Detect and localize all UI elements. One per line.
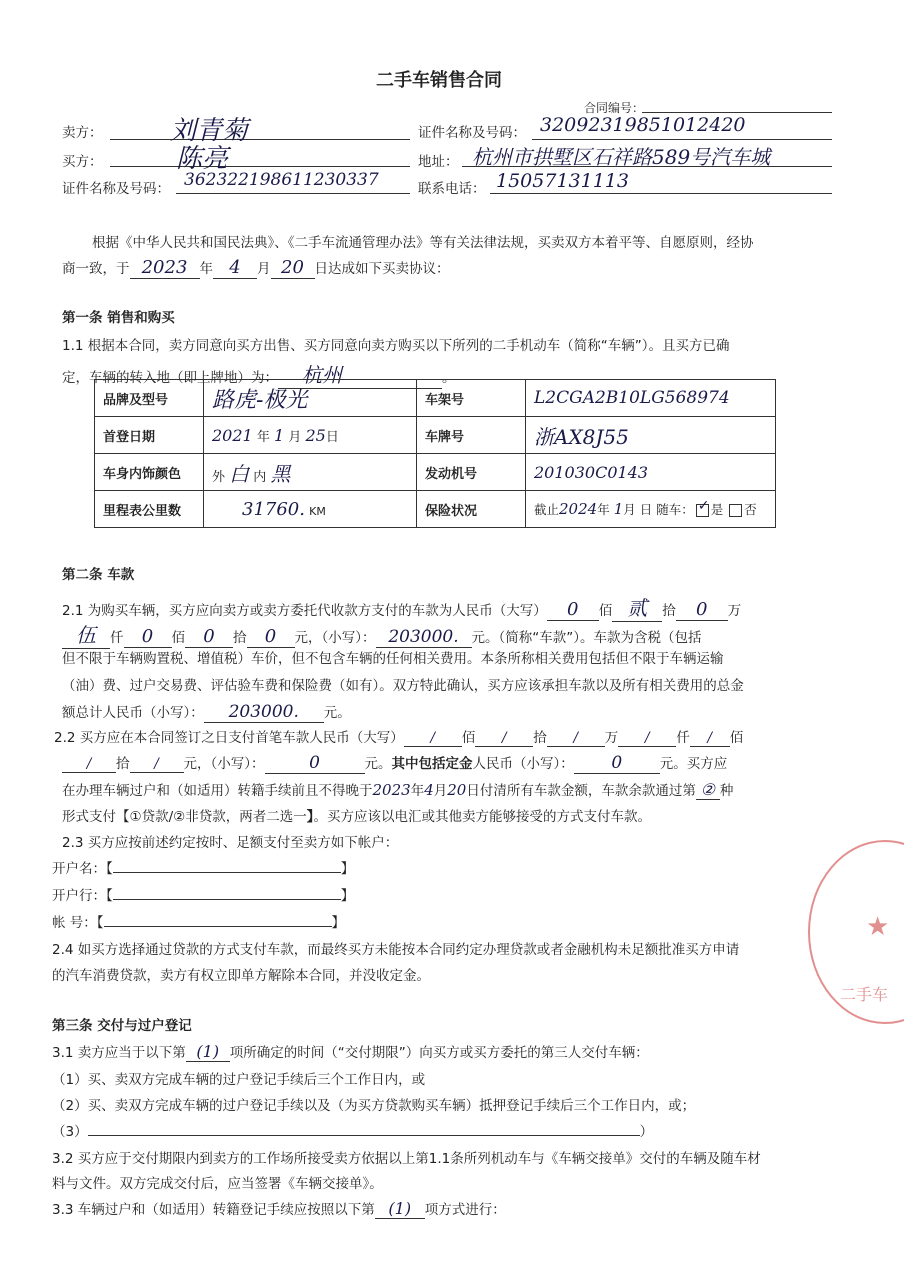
mileage-label: 里程表公里数 [95,491,204,528]
seller-label: 卖方： [62,125,103,141]
mileage-value: 31760. [242,498,305,520]
buyer-phone-value: 15057131113 [496,170,629,192]
a2-text: 元，（小写）： [183,756,265,772]
a2-first-num: 0 [265,753,365,774]
reg-m: 月 [288,429,302,445]
article2-l7 [62,752,727,774]
ins-month: 1 [613,500,624,518]
a2-text: 佰 [729,730,744,746]
vehicle-table [94,379,776,528]
a2-text: 仟 [110,630,124,646]
article2-p23: 2.3 买方应按前述约定按时、足额支付至卖方如下帐户： [62,835,399,851]
article3-p32a: 3.2 买方应于交付期限内到卖方的工作场所接受卖方依据以上第1.1条所列机动车与《车辆交接单》交付的车辆及随车材 [52,1151,761,1167]
a2-fill: 0 [247,626,295,648]
a3-transfer-option: (1) [375,1199,425,1219]
buyer-phone-line [490,193,832,194]
article2-l6 [54,726,743,747]
buyer-id-line [176,193,410,194]
reg-day: 25 [305,425,326,445]
article2-p24a: 2.4 如买方选择通过贷款的方式支付车款，而最终买方未能按本合同约定办理贷款或者金融机构未足额批准买方申请 [52,942,740,958]
a2-text: 在办理车辆过户和（如适用）转籍手续前且不得晚于 [62,783,373,799]
brand-label: 品牌及型号 [95,380,204,417]
account-no-row [52,911,345,931]
reg-d: 日 [325,429,339,445]
a2-text: 年 [410,783,425,799]
km-unit: KM [309,504,326,518]
a2-text: 仟 [676,730,690,746]
article2-l9 [62,805,651,825]
a2-text: 佰 [171,630,185,646]
ins-y: 年 [597,502,610,517]
engine-value: 201030C0143 [526,454,776,491]
a3-text: 项所确定的时间（“交付期限”）向买方或买方委托的第三人交付车辆： [229,1045,649,1061]
buyer-addr-value: 杭州市拱墅区石祥路589号汽车城 [472,145,771,169]
a2-text: 人民币（小写）： [472,756,574,772]
preamble-year: 2023 [130,257,200,279]
vin-label: 车架号 [417,380,526,417]
mileage-cell [204,491,417,528]
a2-text: 形式支付【①贷款/②非贷款，两者二选一 [62,809,307,825]
article3-p32b: 料与文件。双方完成交付后，应当签署《车辆交接单》。 [52,1176,383,1192]
a2-text: 元。买方应 [659,756,728,772]
inner-color: 黑 [270,461,291,486]
article3-title: 第三条 交付与过户登记 [52,1018,192,1034]
a2-text: 。买方应该以电汇或其他卖方能够接受的方式支付车款。 [313,809,652,825]
a2-text: 2.1 为购买车辆，买方应向卖方或卖方委托代收款方支付的车款为人民币（大写） [62,603,547,619]
contract-no-label: 合同编号： [584,101,645,115]
account-name-row [52,857,354,877]
insurance-label: 保险状况 [417,491,526,528]
reg-year: 2021 [212,425,253,445]
a2-text: 佰 [598,603,613,619]
article2-title: 第二条 车款 [62,567,135,583]
reg-date-label: 首登日期 [95,417,204,454]
a2-deposit-num: 0 [574,753,660,774]
preamble-line2 [62,257,450,279]
article2-l4: （油）费、过户交易费、评估验车费和保险费（如有）。双方特此确认，买方应该承担车款以及所有相关费用的总金 [62,678,744,694]
preamble-day: 20 [271,257,315,279]
ins-d: 日 随车： [639,502,694,517]
a2-slash: / [690,730,730,747]
a2-due-month: 4 [424,781,434,799]
ins-yes-checkbox[interactable]: ✓ [696,504,709,517]
seller-id-label: 证件名称及号码： [418,125,526,141]
article2-l2 [62,619,702,649]
table-row [95,454,776,491]
preamble-text: 年 [199,261,213,277]
a2-fill: 0 [185,626,233,648]
account-bank-label: 开户行：【 [52,888,113,904]
a2-price-num: 203000. [376,627,472,648]
contract-no-line [642,112,832,113]
article3-p33 [52,1198,506,1219]
a3-delivery-option: (1) [186,1042,230,1062]
a2-text: 额总计人民币（小写）： [62,705,204,721]
plate-value: 浙AX8J55 [526,417,776,454]
a2-fill: 0 [676,599,728,621]
a2-text: 拾 [233,630,247,646]
a2-text: 元。 [364,756,392,772]
article2-l5 [62,701,351,723]
table-row [95,491,776,528]
a2-text: 种 [719,783,734,799]
article1-title: 第一条 销售和购买 [62,310,175,326]
buyer-name-line [110,166,410,167]
ins-no-checkbox[interactable] [729,504,742,517]
account-bank-row [52,884,354,904]
a2-bold: 其中包括定金 [391,756,473,772]
a2-text: 元。（简称“车款”）。车款为含税（包括 [471,630,702,646]
a3-text: ） [639,1124,654,1140]
bracket-close: 】 [331,915,346,931]
outer-label: 外 [212,469,226,485]
a2-text: 佰 [461,730,476,746]
buyer-addr-label: 地址： [418,154,459,170]
a2-fill: 0 [547,599,599,621]
a2-text: 拾 [116,756,130,772]
preamble-month: 4 [213,257,257,279]
reg-month: 1 [274,425,285,445]
bracket-close: 】 [340,861,355,877]
preamble-text: 日达成如下买卖协议： [314,261,450,277]
buyer-phone-label: 联系电话： [418,181,486,197]
a2-bold: 】 [306,809,314,825]
article2-l8 [62,779,733,800]
color-label: 车身内饰颜色 [95,454,204,491]
article2-p24b: 的汽车消费贷款，卖方有权立即单方解除本合同，并没收定金。 [52,968,430,984]
ins-m: 月 [623,502,636,517]
seller-id-value: 32092319851012420 [540,114,746,136]
a3-text: 项方式进行： [424,1202,506,1218]
buyer-name: 陈亮 [176,144,229,174]
seal-star-icon: ★ [866,912,890,942]
a2-slash: / [475,730,533,747]
preamble-line1: 根据《中华人民共和国民法典》、《二手车流通管理办法》等有关法律法规，买卖双方本着平等、自愿原则，经协 [92,235,754,251]
article3-o1: （1）买、卖双方完成车辆的过户登记手续后三个工作日内，或 [52,1072,426,1088]
a2-fill: 贰 [612,592,662,622]
a3-text: （3） [52,1124,88,1140]
article3-o3 [52,1120,653,1140]
ins-year: 2024 [559,500,598,518]
a2-text: 2.2 买方应在本合同签订之日支付首笔车款人民币（大写） [54,730,404,746]
ins-yes-label: 是 [710,502,724,517]
a2-due-day: 20 [447,781,467,799]
brand-value: 路虎-极光 [204,380,417,417]
a2-total-num: 203000. [204,702,324,723]
a2-text: 拾 [662,603,676,619]
buyer-label: 买方： [62,154,103,170]
vin-value: L2CGA2B10LG568974 [526,380,776,417]
article3-o2: （2）买、卖双方完成车辆的过户登记手续以及（为买方贷款购买车辆）抵押登记手续后三个工作日内，或； [52,1098,696,1114]
a2-slash: / [547,730,605,747]
a2-slash: / [62,756,116,773]
buyer-id-value: 362322198611230337 [184,170,379,190]
plate-label: 车牌号 [417,417,526,454]
seller-id-line [532,139,832,140]
article1-p2-end: 。 [442,370,456,386]
seller-name: 刘青菊 [170,116,249,146]
account-no-label: 帐 号：【 [52,915,104,931]
color-cell [204,454,417,491]
article3-p31 [52,1041,649,1062]
reg-y: 年 [256,429,270,445]
transfer-city: 杭州 [278,359,442,389]
article1-p2-text: 定，车辆的转入地（即上牌地）为： [62,370,278,386]
a3-text: 3.3 车辆过户和（如适用）转籍登记手续应按照以下第 [52,1202,375,1218]
a2-text: 万 [604,730,619,746]
preamble-text: 商一致，于 [62,261,130,277]
outer-color: 白 [229,461,250,486]
a2-due-year: 2023 [372,781,411,799]
article2-l3: 但不限于车辆购置税、增值税）车价，但不包含车辆的任何相关费用。本条所称相关费用包括但不限于车辆运输 [62,651,724,667]
table-row [95,417,776,454]
a2-fill: 0 [124,626,172,648]
preamble-text: 月 [257,261,271,277]
a2-text: 万 [727,603,742,619]
ins-no-label: 否 [744,502,757,517]
a2-slash: / [618,730,676,747]
account-name-label: 开户名：【 [52,861,113,877]
a2-text: 日付清所有车款金额，车款余款通过第 [466,783,696,799]
table-row [95,380,776,417]
engine-label: 发动机号 [417,454,526,491]
company-seal [808,840,904,1024]
inner-label: 内 [253,469,267,485]
ins-prefix: 截止 [534,502,560,517]
a2-text: 元，（小写）： [294,630,376,646]
seal-text: 二手车 [840,985,889,1004]
a2-text: 元。 [323,705,351,721]
a3-text: 3.1 卖方应当于以下第 [52,1045,186,1061]
a2-text: 拾 [533,730,547,746]
seller-name-line [110,139,410,140]
reg-date-cell [204,417,417,454]
contract-title: 二手车销售合同 [376,70,502,91]
article2-l1 [62,592,741,622]
a2-text: 月 [433,783,448,799]
a2-pay-option: ② [696,780,720,800]
buyer-id-label: 证件名称及号码： [62,181,170,197]
insurance-cell [526,491,776,528]
a2-fill: 伍 [62,619,110,649]
bracket-close: 】 [340,888,355,904]
a2-slash: / [404,730,462,747]
article1-p1: 1.1 根据本合同，卖方同意向买方出售、买方同意向卖方购买以下所列的二手机动车（简称“车辆”）。且买方已确 [62,338,730,354]
a2-slash: / [130,756,184,773]
